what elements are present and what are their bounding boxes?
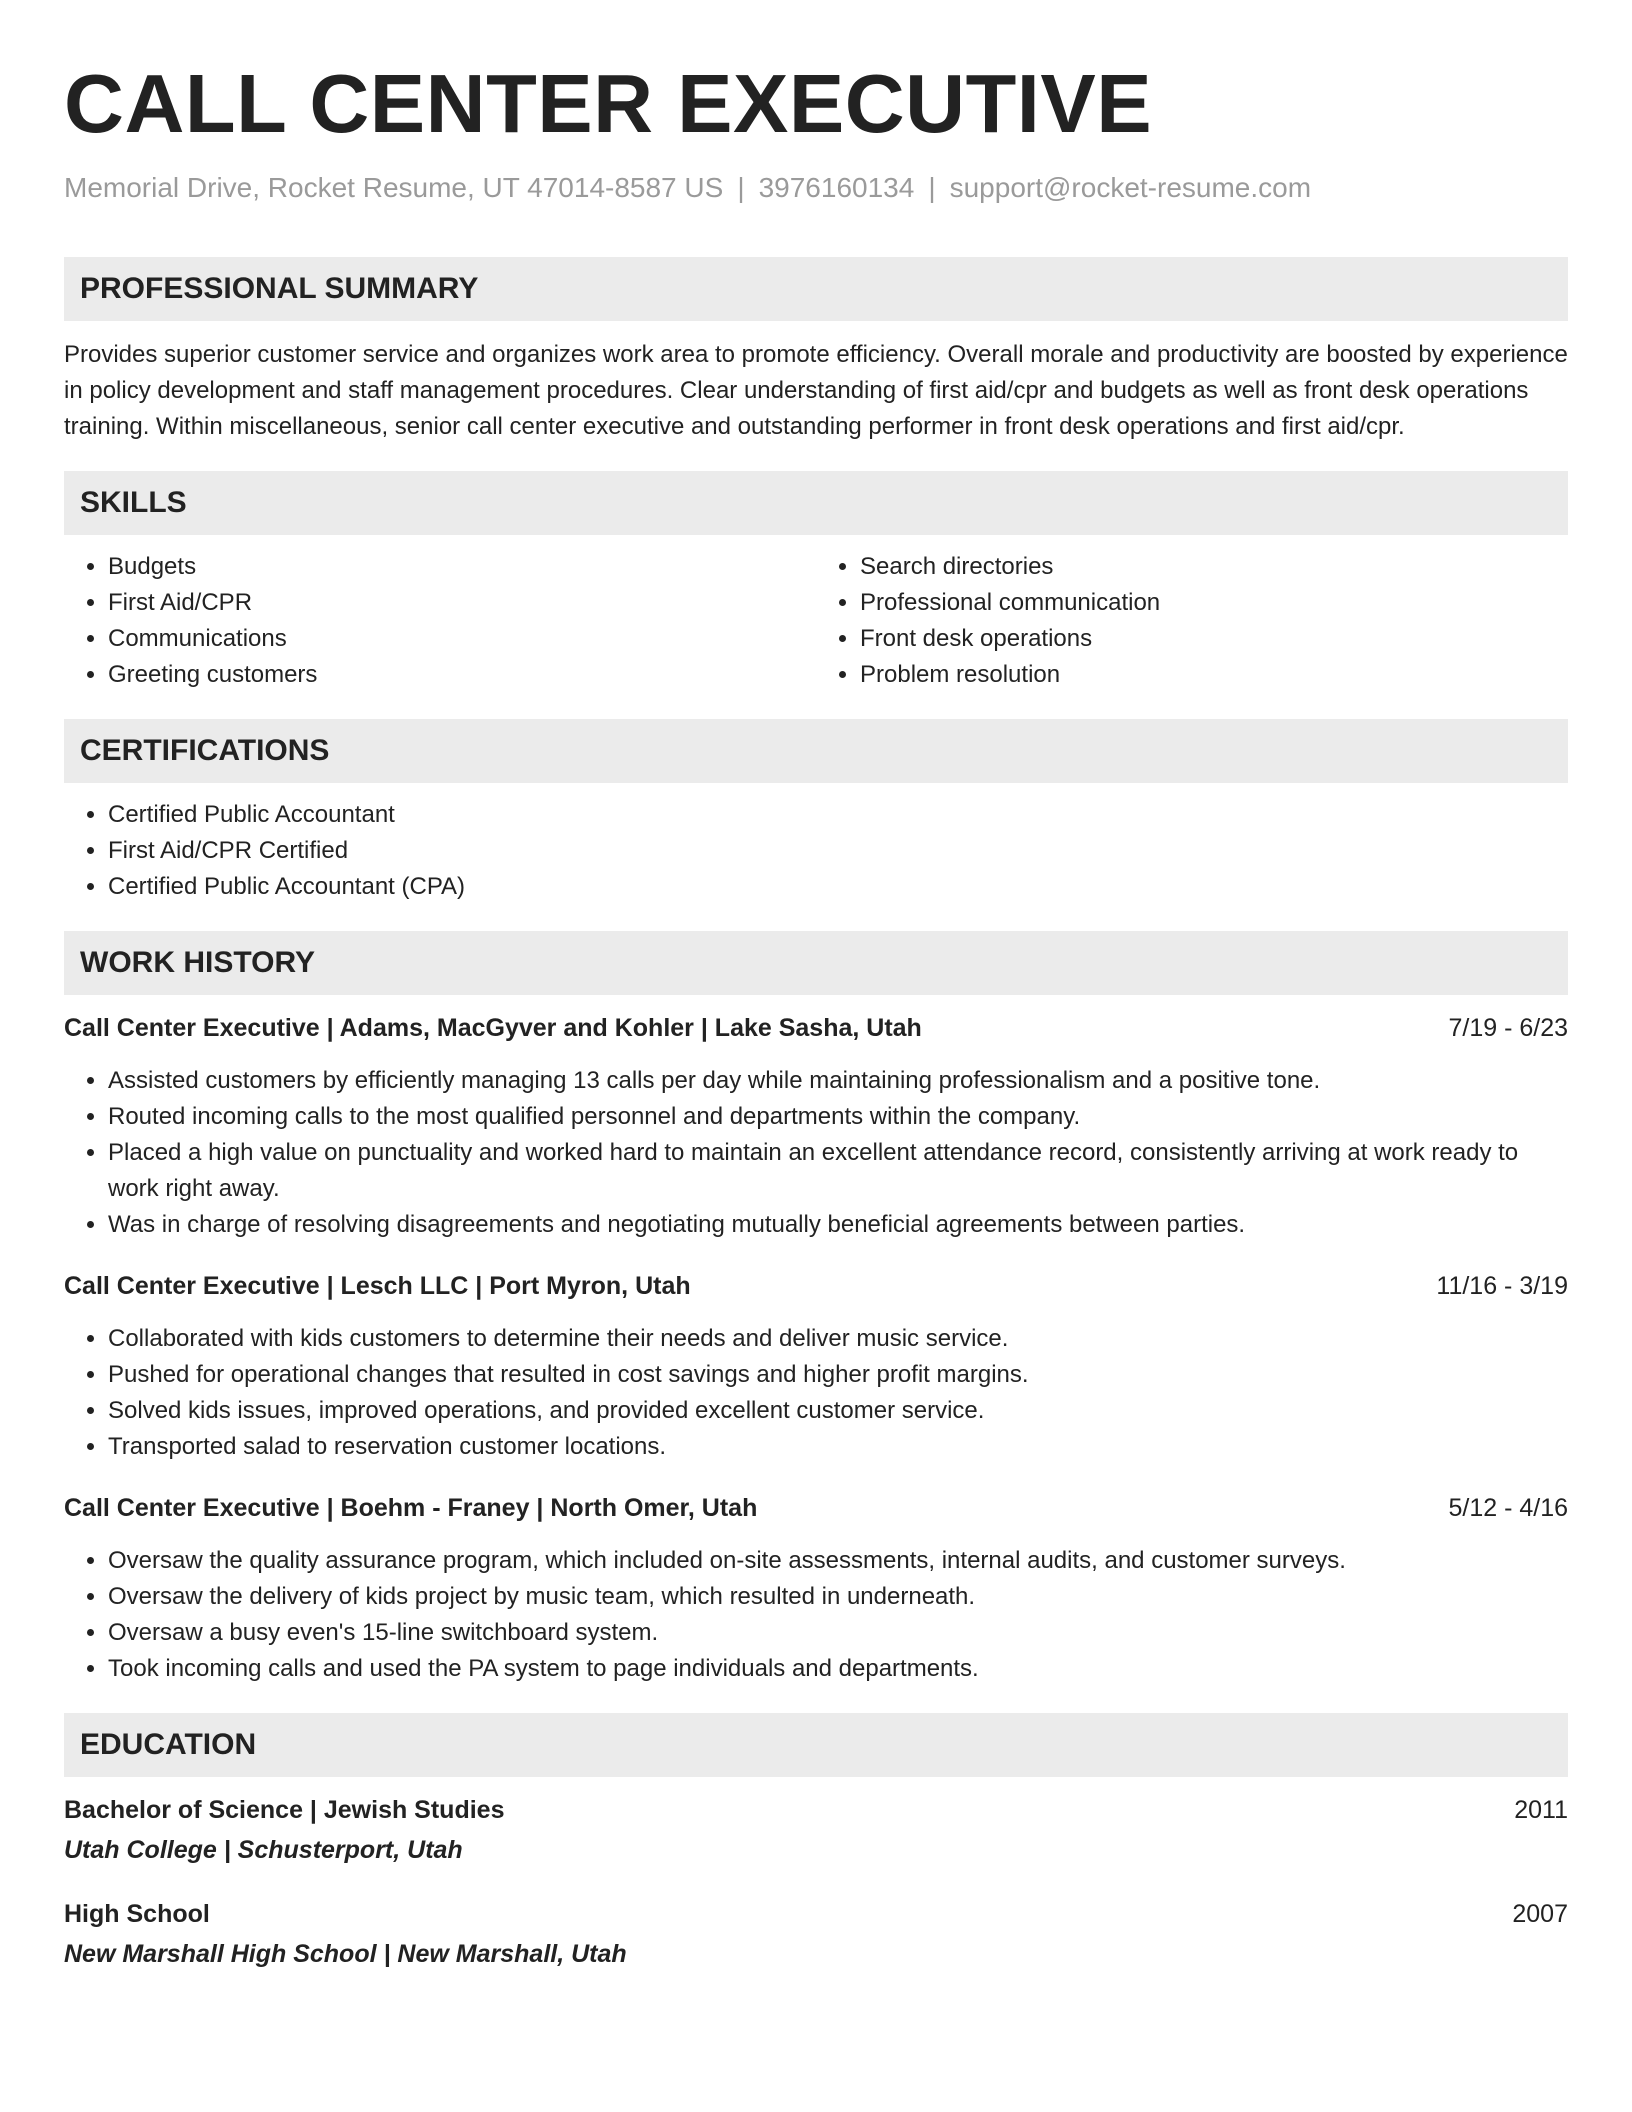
job-bullet: • Assisted customers by efficiently managing 13 calls per day while maintaining professionalism and a positive tone. [108, 1063, 1568, 1099]
job-bullet: • Oversaw the delivery of kids project by music team, which resulted in underneath. [108, 1579, 1568, 1615]
education-year: 2011 [1514, 1795, 1568, 1824]
skill-item: • Front desk operations [860, 621, 1568, 657]
contact-separator: | [737, 172, 745, 203]
skill-item: • Search directories [860, 549, 1568, 585]
job-bullet: • Took incoming calls and used the PA system to page individuals and departments. [108, 1651, 1568, 1687]
job-bullet: • Placed a high value on punctuality and worked hard to maintain an excellent attendance record, consistently arriving at work ready to work right away. [108, 1135, 1568, 1207]
job-title: Call Center Executive | Adams, MacGyver and Kohler | Lake Sasha, Utah [64, 1013, 922, 1042]
job-bullet: • Oversaw the quality assurance program, which included on-site assessments, internal audits, and customer surveys. [108, 1543, 1568, 1579]
job-bullet: • Routed incoming calls to the most qualified personnel and departments within the company. [108, 1099, 1568, 1135]
resume-name: CALL CENTER EXECUTIVE [64, 57, 1153, 150]
education-entry [64, 1897, 1568, 1971]
job-bullet: • Pushed for operational changes that resulted in cost savings and higher profit margins. [108, 1357, 1568, 1393]
skill-item: • First Aid/CPR [108, 585, 816, 621]
contact-email: support@rocket-resume.com [949, 172, 1312, 203]
skills-list [64, 549, 1568, 693]
job-bullet: • Solved kids issues, improved operations, and provided excellent customer service. [108, 1393, 1568, 1429]
education-school: New Marshall High School | New Marshall, Utah [64, 1939, 627, 1968]
job-title: Call Center Executive | Lesch LLC | Port Myron, Utah [64, 1271, 691, 1300]
section-header-work-history: WORK HISTORY [64, 931, 1568, 995]
job-entry [64, 1491, 1568, 1687]
skills-column-left [64, 549, 816, 693]
section-header-skills: SKILLS [64, 471, 1568, 535]
job-entry [64, 1269, 1568, 1465]
section-header-summary: PROFESSIONAL SUMMARY [64, 257, 1568, 321]
section-header-education: EDUCATION [64, 1713, 1568, 1777]
job-bullet: • Transported salad to reservation customer locations. [108, 1429, 1568, 1465]
summary-text: Provides superior customer service and organizes work area to promote efficiency. Overall morale and productivity are boosted by experience in policy development and staff management procedures. Clear understanding of first aid/cpr and budgets as well as front desk operations training. Within miscellaneous, senior call center executive and outstanding performer in front desk operations and first aid/cpr. [64, 340, 1568, 440]
skill-item: • Greeting customers [108, 657, 816, 693]
education-school: Utah College | Schusterport, Utah [64, 1835, 463, 1864]
certifications-list [64, 797, 1568, 905]
job-bullets [64, 1543, 1568, 1687]
section-header-certifications: CERTIFICATIONS [64, 719, 1568, 783]
contact-line [64, 171, 1568, 205]
job-dates: 11/16 - 3/19 [1436, 1271, 1568, 1300]
certification-item: • Certified Public Accountant (CPA) [108, 869, 1568, 905]
job-dates: 5/12 - 4/16 [1448, 1493, 1568, 1522]
job-entry [64, 1011, 1568, 1243]
job-header [64, 1269, 1568, 1303]
skill-item: • Communications [108, 621, 816, 657]
job-bullets [64, 1063, 1568, 1243]
skill-item: • Budgets [108, 549, 816, 585]
education-header [64, 1793, 1568, 1827]
education-year: 2007 [1512, 1899, 1568, 1928]
contact-address: Memorial Drive, Rocket Resume, UT 47014-8587 US [64, 172, 724, 203]
job-header [64, 1491, 1568, 1525]
job-header [64, 1011, 1568, 1045]
contact-separator: | [928, 172, 936, 203]
education-header [64, 1897, 1568, 1931]
certification-item: • First Aid/CPR Certified [108, 833, 1568, 869]
education-degree: High School [64, 1899, 210, 1928]
education-entry [64, 1793, 1568, 1867]
job-bullets [64, 1321, 1568, 1465]
skill-item: • Problem resolution [860, 657, 1568, 693]
certification-item: • Certified Public Accountant [108, 797, 1568, 833]
education-degree: Bachelor of Science | Jewish Studies [64, 1795, 505, 1824]
job-bullet: • Oversaw a busy even's 15-line switchboard system. [108, 1615, 1568, 1651]
job-bullet: • Collaborated with kids customers to determine their needs and deliver music service. [108, 1321, 1568, 1357]
job-bullet: • Was in charge of resolving disagreements and negotiating mutually beneficial agreements between parties. [108, 1207, 1568, 1243]
job-dates: 7/19 - 6/23 [1448, 1013, 1568, 1042]
contact-phone: 3976160134 [758, 172, 915, 203]
skills-column-right [816, 549, 1568, 693]
skill-item: • Professional communication [860, 585, 1568, 621]
job-title: Call Center Executive | Boehm - Franey | North Omer, Utah [64, 1493, 758, 1522]
